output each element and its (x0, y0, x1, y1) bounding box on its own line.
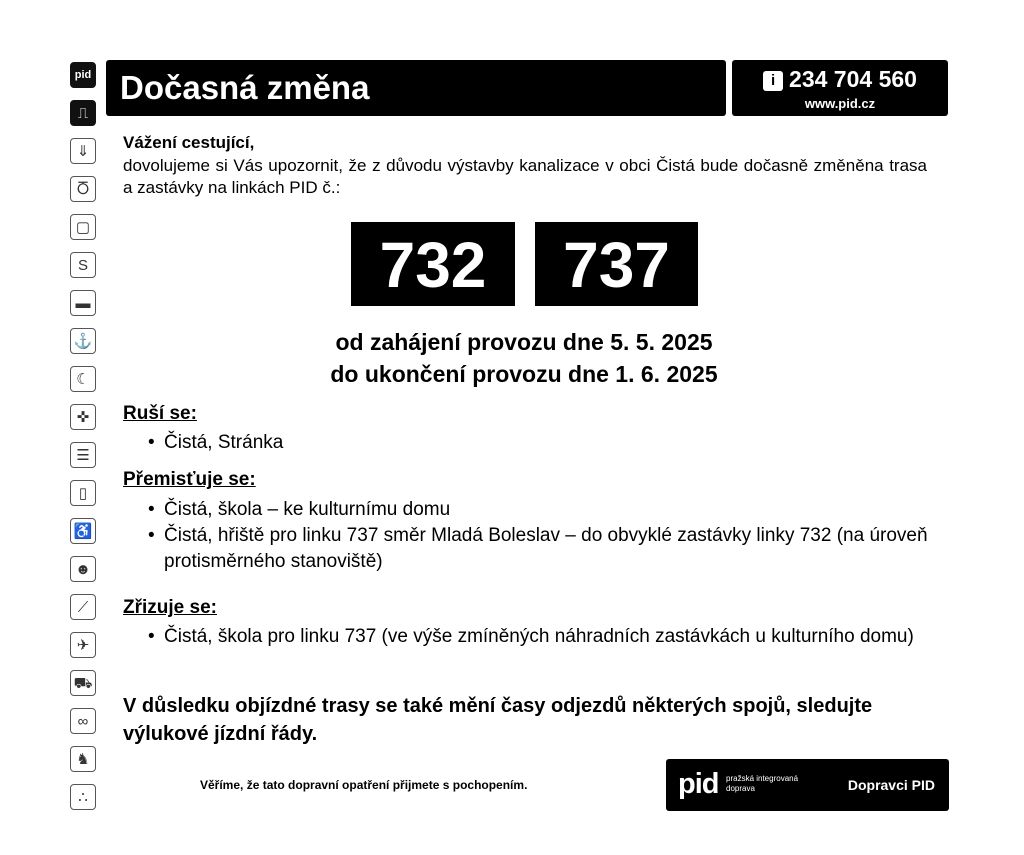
metro-icon: ⇓ (70, 138, 96, 164)
cable-car-icon: ▬ (70, 290, 96, 316)
pid-tagline: pražská integrovaná doprava (726, 774, 799, 793)
page-title: Dočasná změna (106, 60, 726, 116)
footsteps-icon: ∴ (70, 784, 96, 810)
bullet-icon: • (148, 432, 155, 453)
section-title-established: Zřizuje se: (123, 597, 217, 618)
family-icon: ☻ (70, 556, 96, 582)
pid-logo-icon: pid (70, 62, 96, 88)
ticket-icon: ✜ (70, 404, 96, 430)
pid-brand-box (666, 759, 949, 811)
tram-icon: Ⴃ (70, 176, 96, 202)
mobile-icon: ▯ (70, 480, 96, 506)
escalator-icon: ⟋ (70, 594, 96, 620)
bullet-icon: • (148, 525, 155, 546)
phone-line (732, 66, 948, 93)
airplane-icon: ✈ (70, 632, 96, 658)
phone-number: 234 704 560 (789, 66, 917, 92)
list-item: • Čistá, Stránka (144, 430, 934, 456)
operator-name: Dopravci PID (847, 777, 935, 793)
date-to: do ukončení provozu dne 1. 6. 2025 (330, 361, 718, 387)
list-item: • Čistá, škola – ke kulturnímu domu (144, 497, 934, 523)
wheelchair-icon: ♿ (70, 518, 96, 544)
pid-logo: pid (678, 768, 719, 800)
night-icon: ☾ (70, 366, 96, 392)
thanks-note: Věříme, že tato dopravní opatření přijmete s pochopením. (200, 778, 528, 792)
website: www.pid.cz (804, 96, 876, 111)
stroller-icon: ⛟ (70, 670, 96, 696)
bullet-icon: • (148, 499, 155, 520)
bicycle-icon: ∞ (70, 708, 96, 734)
cancelled-list (144, 430, 934, 456)
info-icon: i (763, 71, 783, 91)
consequence-note: V důsledku objízdné trasy se také mění časy odjezdů některých spojů, sledujte výlukové jízdní řády. (123, 695, 873, 745)
bus-icon: ▢ (70, 214, 96, 240)
ferry-icon: ⚓ (70, 328, 96, 354)
established-list (144, 624, 934, 650)
intro-text: dovolujeme si Vás upozornit, že z důvodu výstavby kanalizace v obci Čistá bude dočasně změněna trasa a zastávky na linkách PID č.: (123, 156, 927, 197)
line-number-badge: 732 (351, 222, 515, 306)
list-item: • Čistá, hřiště pro linku 737 směr Mladá Boleslav – do obvyklé zastávky linky 732 (na úroveň protisměrného stanoviště) (148, 525, 928, 572)
moved-list (144, 497, 934, 575)
section-title-moved: Přemisťuje se: (123, 469, 256, 490)
bus-stop-icon: ⎍ (70, 100, 96, 126)
bullet-icon: • (148, 626, 155, 647)
train-icon: S (70, 252, 96, 278)
timetable-icon: ☰ (70, 442, 96, 468)
date-from: od zahájení provozu dne 5. 5. 2025 (335, 329, 713, 355)
greeting: Vážení cestující, (123, 133, 255, 152)
line-number-badge: 737 (535, 222, 698, 306)
section-title-cancelled: Ruší se: (123, 403, 197, 424)
affected-lines (351, 222, 698, 306)
list-item: • Čistá, škola pro linku 737 (ve výše zmíněných náhradních zastávkách u kulturního domu) (144, 624, 934, 650)
dog-icon: ♞ (70, 746, 96, 772)
contact-box (732, 60, 948, 116)
